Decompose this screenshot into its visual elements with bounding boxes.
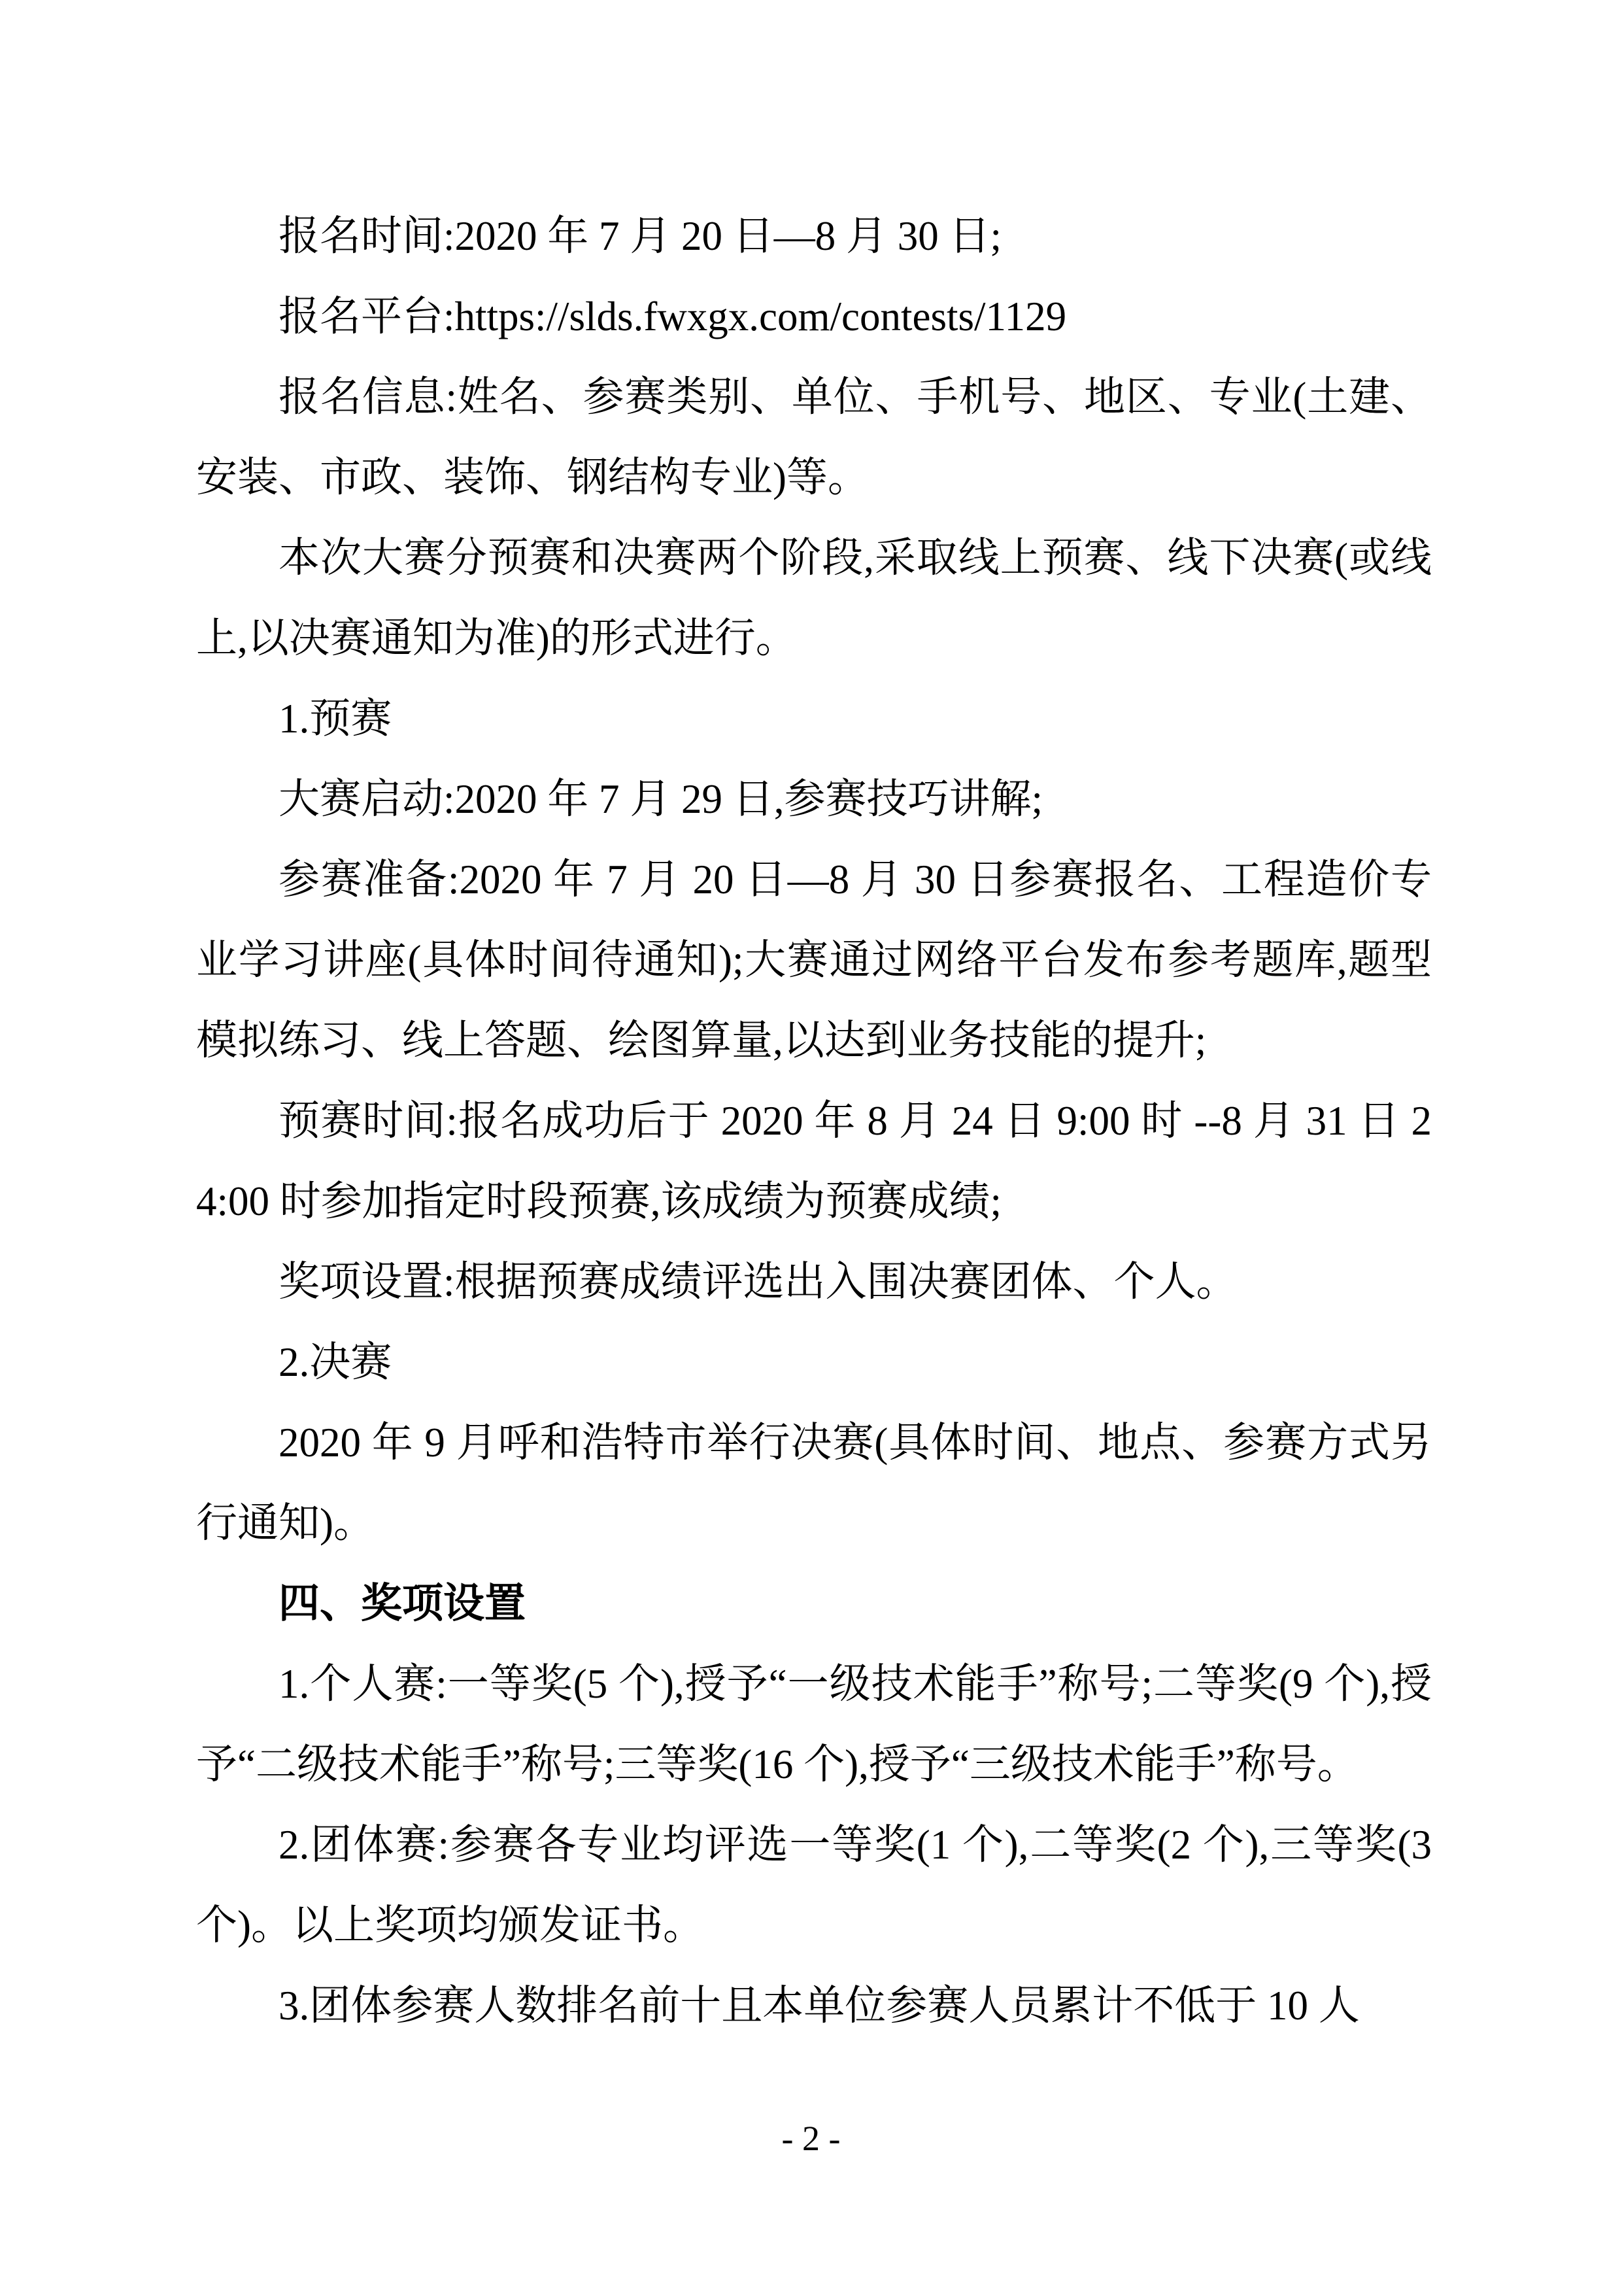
- paragraph-final-label: 2.决赛: [279, 1339, 392, 1385]
- paragraph-award-selection: 奖项设置:根据预赛成绩评选出入围决赛团体、个人。: [279, 1259, 1238, 1305]
- document-body: [196, 196, 1432, 2046]
- paragraph-registration-info: 报名信息:姓名、参赛类别、单位、手机号、地区、专业(土建、安装、市政、装饰、钢结构专业)等。: [196, 374, 1432, 500]
- paragraph-preliminary-time: 预赛时间:报名成功后于 2020 年 8 月 24 日 9:00 时 --8 月 31 日 24:00 时参加指定时段预赛,该成绩为预赛成绩;: [196, 1098, 1432, 1224]
- paragraph-competition-start: 大赛启动:2020 年 7 月 29 日,参赛技巧讲解;: [279, 776, 1043, 822]
- paragraph-final-info: 2020 年 9 月呼和浩特市举行决赛(具体时间、地点、参赛方式另行通知)。: [196, 1420, 1432, 1546]
- paragraph-registration-time: 报名时间:2020 年 7 月 20 日—8 月 30 日;: [279, 213, 1002, 259]
- paragraph-team-awards: 2.团体赛:参赛各专业均评选一等奖(1 个),二等奖(2 个),三等奖(3 个)。以上奖项均颁发证书。: [196, 1822, 1432, 1948]
- paragraph-preliminary-label: 1.预赛: [279, 696, 392, 742]
- paragraph-registration-platform: 报名平台:https://slds.fwxgx.com/contests/1129: [279, 294, 1067, 339]
- section-heading-awards: 四、奖项设置: [279, 1581, 526, 1626]
- page-number: - 2 -: [781, 2119, 841, 2158]
- paragraph-team-participation: 3.团体参赛人数排名前十且本单位参赛人员累计不低于 10 人: [279, 1983, 1360, 2029]
- paragraph-competition-prepare: 参赛准备:2020 年 7 月 20 日—8 月 30 日参赛报名、工程造价专业学习讲座(具体时间待通知);大赛通过网络平台发布参考题库,题型模拟练习、线上答题、绘图算量,以达到业务技能的提升;: [196, 857, 1432, 1063]
- paragraph-individual-awards: 1.个人赛:一等奖(5 个),授予“一级技术能手”称号;二等奖(9 个),授予“二级技术能手”称号;三等奖(16 个),授予“三级技术能手”称号。: [196, 1661, 1432, 1787]
- paragraph-competition-stages: 本次大赛分预赛和决赛两个阶段,采取线上预赛、线下决赛(或线上,以决赛通知为准)的形式进行。: [196, 535, 1432, 661]
